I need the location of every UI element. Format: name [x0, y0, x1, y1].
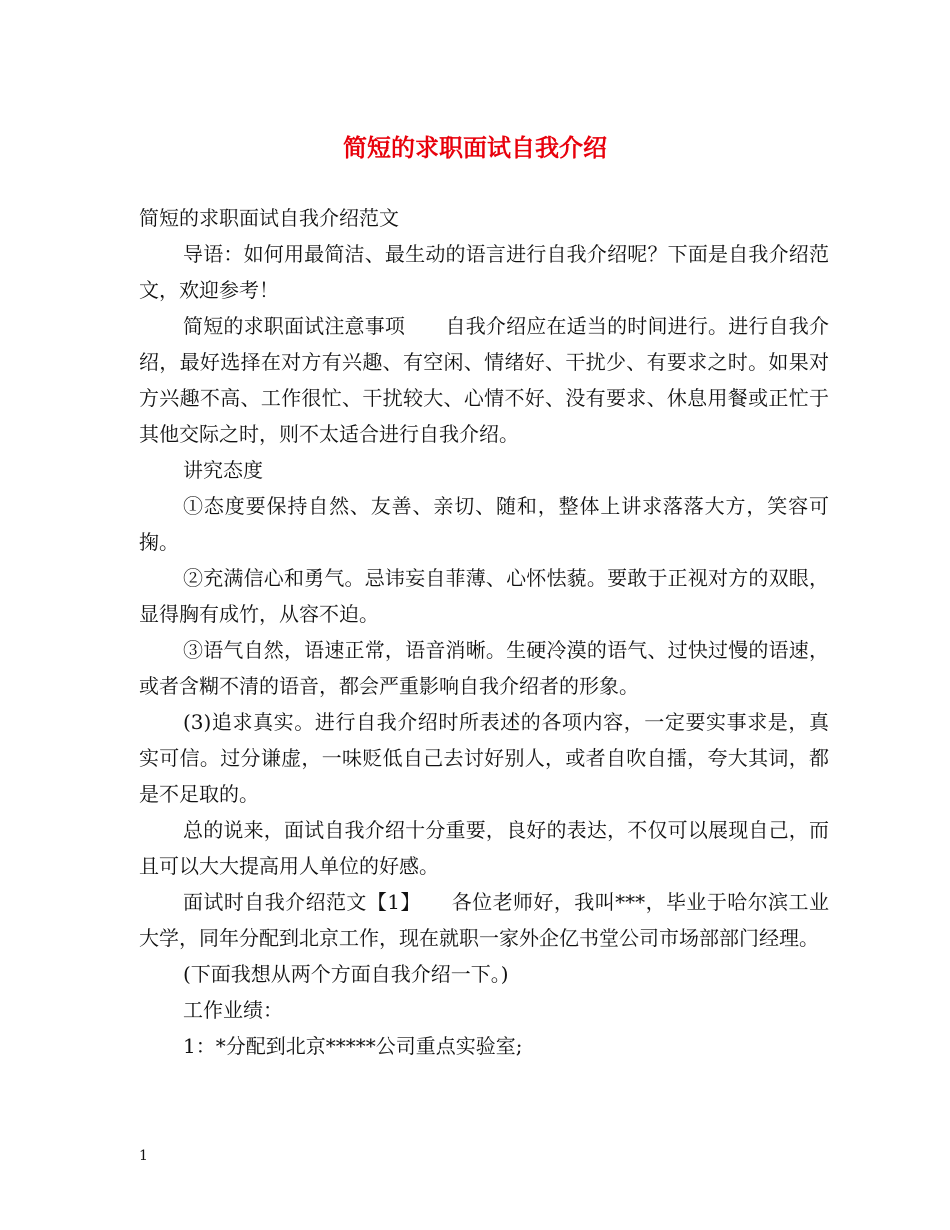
paragraph: ③语气自然，语速正常，语音消晰。生硬冷漠的语气、过快过慢的语速，或者含糊不清的语音，都会严重影响自我介绍者的形象。 [139, 638, 829, 698]
paragraph: ②充满信心和勇气。忌讳妄自菲薄、心怀怯藐。要敢于正视对方的双眼，显得胸有成竹，从容不迫。 [139, 566, 829, 626]
paragraph: ①态度要保持自然、友善、亲切、随和，整体上讲求落落大方，笑容可掬。 [139, 494, 829, 554]
paragraph: 1：*分配到北京*****公司重点实验室; [183, 1034, 523, 1058]
document-body [139, 200, 829, 1064]
paragraph: 讲究态度 [183, 458, 263, 482]
paragraph: (3)追求真实。进行自我介绍时所表述的各项内容，一定要实事求是，真实可信。过分谦虚，一味贬低自己去讨好别人，或者自吹自擂，夸大其词，都是不足取的。 [139, 710, 829, 806]
paragraph: (下面我想从两个方面自我介绍一下。) [183, 962, 509, 986]
page-number: 1 [139, 1148, 148, 1164]
paragraph: 简短的求职面试自我介绍范文 [139, 206, 399, 230]
paragraph: 导语：如何用最简洁、最生动的语言进行自我介绍呢？下面是自我介绍范文，欢迎参考！ [139, 242, 829, 302]
document-title: 简短的求职面试自我介绍 [343, 133, 607, 162]
paragraph: 面试时自我介绍范文【1】 各位老师好，我叫***，毕业于哈尔滨工业大学，同年分配到北京工作，现在就职一家外企亿书堂公司市场部部门经理。 [139, 890, 829, 950]
paragraph: 简短的求职面试注意事项 自我介绍应在适当的时间进行。进行自我介绍，最好选择在对方有兴趣、有空闲、情绪好、干扰少、有要求之时。如果对方兴趣不高、工作很忙、干扰较大、心情不好、没有要求、休息用餐或正忙于其他交际之时，则不太适合进行自我介绍。 [139, 314, 829, 446]
paragraph: 工作业绩： [183, 998, 283, 1022]
paragraph: 总的说来，面试自我介绍十分重要，良好的表达，不仅可以展现自己，而且可以大大提高用人单位的好感。 [139, 818, 829, 878]
